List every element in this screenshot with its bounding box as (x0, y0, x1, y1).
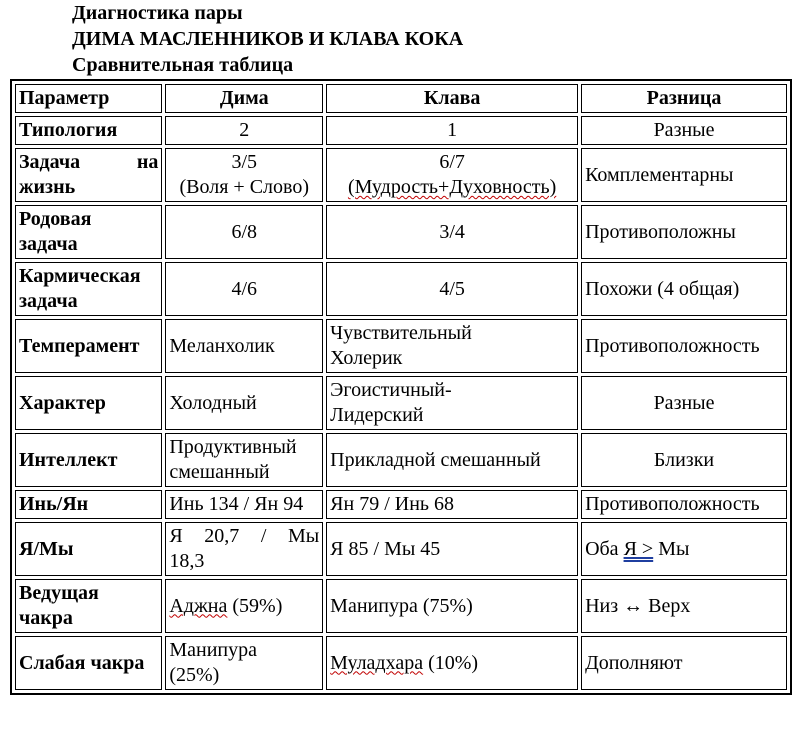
row-klava-part-2: (10%) (423, 651, 479, 674)
heading-line-3: Сравнительная таблица (72, 54, 294, 76)
table-row (15, 636, 787, 690)
row-difference: Разные (581, 116, 787, 145)
row-dima-part-1: Аджна (169, 594, 228, 617)
row-param-line-2: задача (19, 290, 78, 312)
table-row (15, 262, 787, 316)
table-header-row (15, 84, 787, 113)
table-row (15, 579, 787, 633)
row-dima-line-2: 18,3 (169, 550, 205, 572)
row-difference: Разные (581, 376, 787, 430)
row-klava-part-1: Муладхара (330, 651, 424, 674)
row-param: Слабая чакра (15, 636, 162, 690)
row-param-line-2: жизнь (19, 176, 76, 198)
row-param-line-1: Ведущая (19, 582, 99, 604)
row-difference (581, 522, 787, 576)
row-klava (326, 319, 578, 373)
row-klava-line-2: (Мудрость+Духовность) (347, 176, 557, 198)
row-dima: 6/8 (165, 205, 323, 259)
row-klava-line-1: 6/7 (439, 151, 465, 173)
row-dima-line-1: Продуктивный (169, 436, 297, 458)
row-dima-line-1: Я 20,7 / Мы (169, 525, 320, 547)
row-dima (165, 636, 323, 690)
row-dima: Инь 134 / Ян 94 (165, 490, 323, 519)
row-klava-line-2: Лидерский (330, 404, 424, 426)
row-param: Инь/Ян (15, 490, 162, 519)
row-param (15, 205, 162, 259)
row-difference: Низ ↔ Верх (581, 579, 787, 633)
row-param (15, 148, 162, 202)
row-klava: Ян 79 / Инь 68 (326, 490, 578, 519)
row-difference: Противоположность (581, 490, 787, 519)
header-klava: Клава (326, 84, 578, 113)
row-param: Типология (15, 116, 162, 145)
table-row (15, 205, 787, 259)
row-dima: 4/6 (165, 262, 323, 316)
row-param: Интеллект (15, 433, 162, 487)
header-dima: Дима (165, 84, 323, 113)
row-dima-line-2: (Воля + Слово) (179, 176, 309, 198)
row-klava: Прикладной смешанный (326, 433, 578, 487)
row-param: Темперамент (15, 319, 162, 373)
row-param-line-2: задача (19, 233, 78, 255)
row-difference: Дополняют (581, 636, 787, 690)
row-difference-part-2: Я > (623, 537, 654, 560)
row-param-line-1: Родовая (19, 208, 92, 230)
row-difference-part-1: Оба (585, 537, 624, 560)
row-param-line-1: Кармическая (19, 265, 141, 287)
table-row (15, 148, 787, 202)
row-klava-line-1: Чувствительный (330, 322, 472, 344)
row-klava (326, 636, 578, 690)
row-dima: 2 (165, 116, 323, 145)
row-klava-line-1: Эгоистичный- (330, 379, 452, 401)
row-dima-line-1: Манипура (169, 639, 258, 661)
row-param (15, 262, 162, 316)
table-row (15, 376, 787, 430)
row-klava: Манипура (75%) (326, 579, 578, 633)
table-row (15, 433, 787, 487)
table-row (15, 490, 787, 519)
row-param (15, 579, 162, 633)
comparison-table (10, 79, 792, 695)
row-difference: Комплементарны (581, 148, 787, 202)
row-dima-line-2: (25%) (169, 664, 220, 686)
row-klava: Я 85 / Мы 45 (326, 522, 578, 576)
row-dima: Холодный (165, 376, 323, 430)
header-parameter: Параметр (15, 84, 162, 113)
row-klava (326, 148, 578, 202)
document-heading (72, 0, 463, 78)
row-klava: 3/4 (326, 205, 578, 259)
comparison-table-wrapper (10, 79, 792, 695)
row-dima-part-2: (59%) (227, 594, 283, 617)
row-difference: Похожи (4 общая) (581, 262, 787, 316)
row-dima-line-1: 3/5 (231, 151, 258, 173)
row-klava (326, 376, 578, 430)
row-dima: Меланхолик (165, 319, 323, 373)
row-param-line-2: чакра (19, 607, 73, 629)
row-dima (165, 148, 323, 202)
row-difference: Противоположность (581, 319, 787, 373)
row-dima (165, 433, 323, 487)
row-difference-part-3: Мы (653, 537, 690, 560)
row-param: Характер (15, 376, 162, 430)
table-row (15, 116, 787, 145)
row-klava: 1 (326, 116, 578, 145)
row-param-line-1: Задача на (19, 151, 159, 173)
row-difference: Противоположны (581, 205, 787, 259)
row-param: Я/Мы (15, 522, 162, 576)
row-dima-line-2: смешанный (169, 461, 270, 483)
row-difference: Близки (581, 433, 787, 487)
row-klava: 4/5 (326, 262, 578, 316)
table-row (15, 319, 787, 373)
table-row (15, 522, 787, 576)
row-dima (165, 579, 323, 633)
heading-line-2: ДИМА МАСЛЕННИКОВ И КЛАВА КОКА (72, 28, 464, 50)
heading-line-1: Диагностика пары (72, 2, 243, 24)
header-difference: Разница (581, 84, 787, 113)
row-dima (165, 522, 323, 576)
row-klava-line-2: Холерик (330, 347, 403, 369)
